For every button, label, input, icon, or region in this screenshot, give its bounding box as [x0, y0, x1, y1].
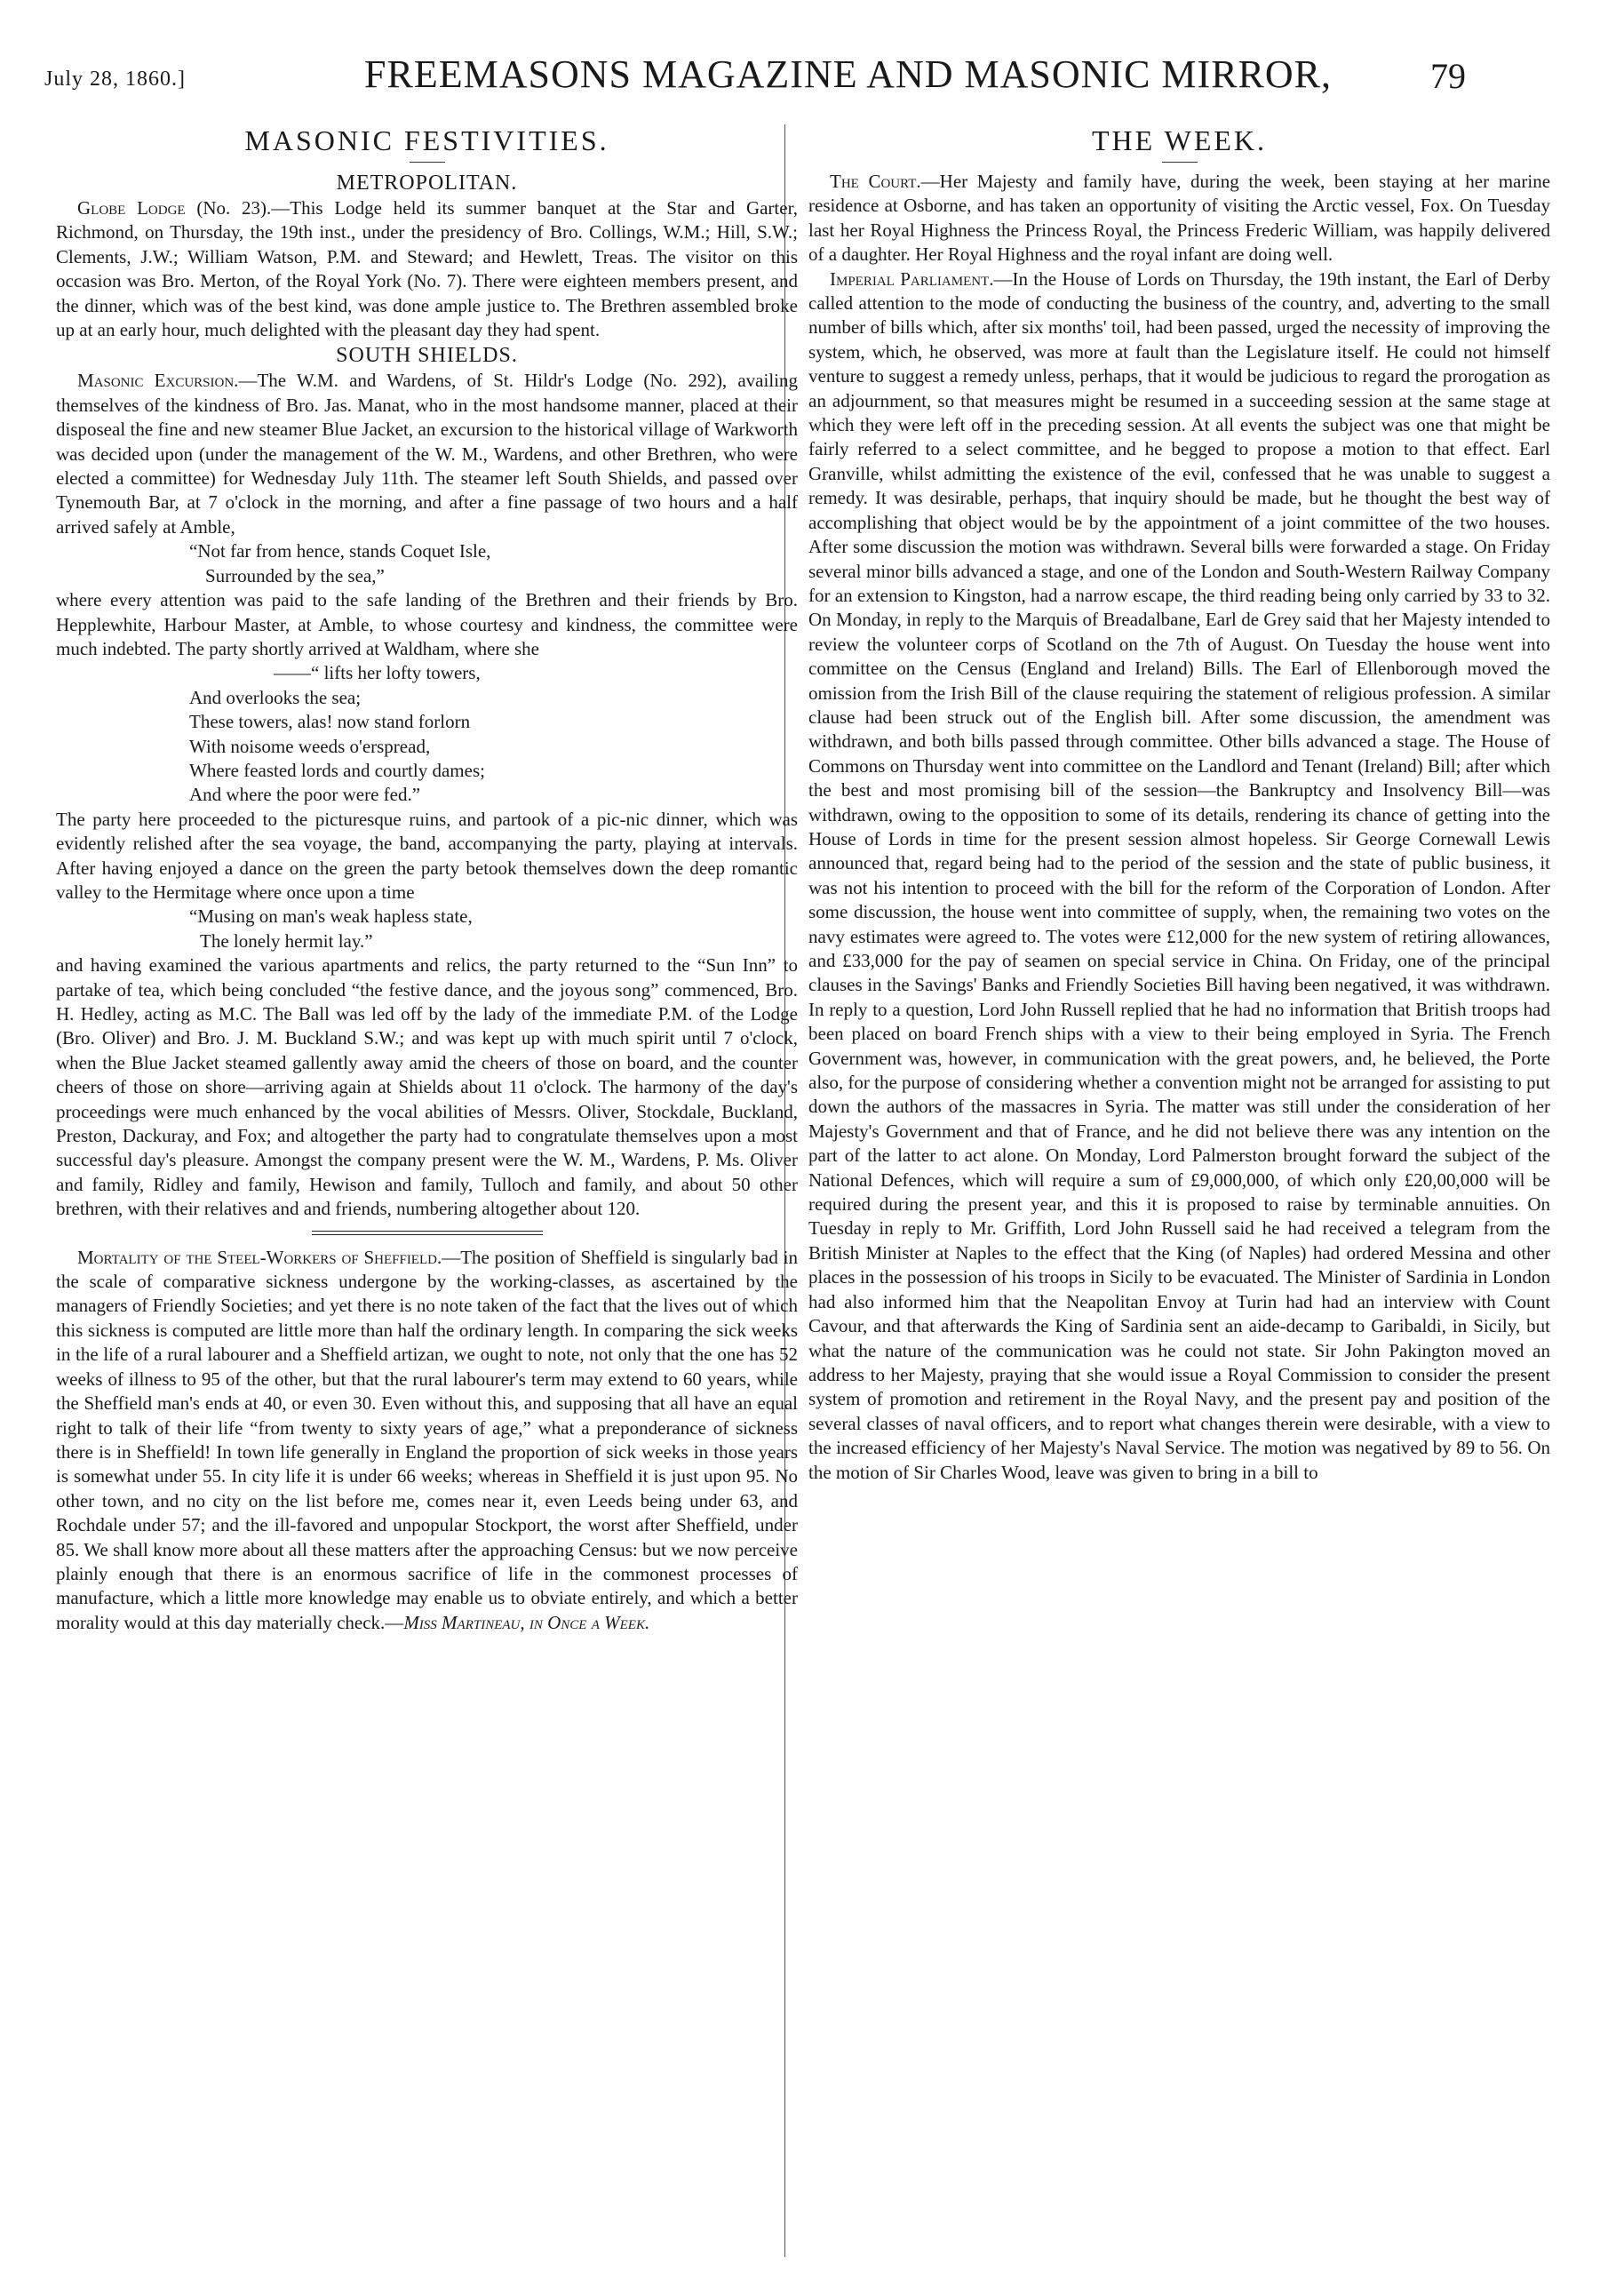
- article-body: —In the House of Lords on Thursday, the 19th instant, the Earl of Derby called attention to the mode of conducting the business of the country, and, adverting to the small number of bills which, after six months' toil, had been passed, urged the necessity of improving the system, which, he observed, was more at fault than the Legislature itself. He could not himself venture to suggest a remedy unless, perhaps, that it would be judicious to regard the prorogation as an adjournment, so that measures might be resumed in a succeeding session at the same stage at which they were left off in the preceding session. At all events the subject was one that might be fairly referred to a select committee, and he begged to propose a motion to that effect. Earl Granville, whilst admitting the existence of the evil, confessed that he was unable to suggest a remedy. It was desirable, perhaps, that inquiry should be made, but he thought the best way of accomplishing that object would be by the appointment of a joint committee of the two houses. After some discussion the motion was withdrawn. Several bills were forwarded a stage. On Friday several minor bills advanced a stage, and one of the London and South-Western Railway Company for an extension to Kingston, had a narrow escape, the third reading being only carried by 33 to 32. On Monday, in reply to the Marquis of Breadalbane, Earl de Grey said that her Majesty intended to review the volunteer corps of Scotland on the 7th of August. On Tuesday the house went into committee on the Census (England and Ireland) Bills. The Earl of Ellenborough moved the omission from the Irish Bill of the clause requiring the statement of religious profession. A similar clause had been struck out of the English bill. After some discussion, the amendment was withdrawn, and both bills passed through committee. Other bills advanced a stage. The House of Commons on Thursday went into committee on the Landlord and Tenant (Ireland) Bill; after which the best and most promising bill of the session—the Bankruptcy and Insolvency Bill—was withdrawn, owing to the opposition to some of its details, rendering its chance of getting into the House of Lords in time for the present session almost hopeless. Sir George Cornewall Lewis announced that, regard being had to the period of the session and the state of public business, it was not his intention to proceed with the bill for the reform of the Corporation of London. After some discussion, the house went into committee of supply, when, the remaining two votes on the navy estimates were agreed to. The votes were £12,000 for the new system of retiring allowances, and £33,000 for the pay of seamen on special service in China. On Friday, one of the principal clauses in the Savings' Banks and Friendly Societies Bill having been negatived, it was withdrawn. In reply to a question, Lord John Russell replied that he had no information that British troops had been placed on board French ships with a view to their being employed in Syria. The French Government was, however, in communication with the great powers, and, he believed, the Porte also, for the purpose of considering whether a convention might not be arranged for assisting to put down the authors of the massacres in Syria. The matter was still under the consideration of her Majesty's Government and that of France, and he did not believe there was any intention on the part of the latter to act alone. On Monday, Lord Palmerston brought forward the subject of the National Defences, which will require a sum of £9,000,000, of which only £20,00,000 will be required during the present year, and this it is proposed to raise by terminable annuities. On Tuesday in reply to Mr. Griffith, Lord John Russell said he had received a telegram from the British Minister at Naples to the effect that the King (of Naples) had ordered Messina and other places in the possession of his troops in Sicily to be evacuated. The Minister of Sardinia in London had also informed him that the Neapolitan Envoy at Turin had had an interview with Count Cavour, and that afterwards the King of Sardinia sent an aide-decamp to Garibaldi, in Sicily, but what the nature of the communication was he could not state. Sir John Pakington moved an address to her Majesty, praying that she would issue a Royal Commission to consider the present system of promotion and retirement in the Royal Navy, and the present pay and position of the several classes of naval officers, and to report what changes therein were desirable, with a view to the increased efficiency of her Majesty's Naval Service. The motion was negatived by 89 to 56. On the motion of Sir Charles Wood, leave was given to bring in a bill to: [808, 267, 1550, 1483]
- article-the-court: [808, 170, 1550, 267]
- subheading-metropolitan: METROPOLITAN.: [336, 171, 518, 195]
- quote-line: And where the poor were fed.”: [189, 784, 421, 806]
- section-title-masonic-festivities: MASONIC FESTIVITIES.: [244, 124, 609, 156]
- article-globe-lodge: [56, 196, 798, 342]
- article-body: —Her Majesty and family have, during the week, been staying at her marine residence at Osborne, and has taken an opportunity of visiting the Arctic vessel, Fox. On Tuesday last her Royal Highness the Princess Royal, the Princess Frederic William, was happily delivered of a daughter. Her Royal Highness and the royal infant are doing well.: [808, 171, 1551, 266]
- article-mortality: [56, 1246, 798, 1636]
- right-column: [808, 123, 1550, 1485]
- masthead-title: FREEMASONS MAGAZINE AND MASONIC MIRROR,: [364, 52, 1333, 96]
- quote-line: Where feasted lords and courtly dames;: [189, 759, 485, 781]
- article-lead: Globe Lodge: [77, 197, 186, 219]
- article-body: (No. 23).—This Lodge held its summer banquet at the Star and Garter, Richmond, on Thursday, the 19th inst., under the presidency of Bro. Collings, W.M.; Hill, S.W.; Clements, J.W.; William Watson, P.M. and Steward; and Hewlett, Treas. The visitor on this occasion was Bro. Merton, of the Royal York (No. 7). There were eighteen members present, and the dinner, which was of the best kind, was done ample justice to. The Brethren assembled broke up at an early hour, much delighted with the pleasant day they had spent.: [56, 197, 798, 341]
- quote-line: With noisome weeds o'erspread,: [189, 735, 431, 757]
- quote-line: The lonely hermit lay.”: [200, 929, 373, 952]
- quote-coquet-isle: [56, 539, 798, 588]
- article-lead: Masonic Excursion.: [77, 370, 239, 392]
- article-paragraph: and having examined the various apartments and relics, the party returned to the “Sun Inn” to partake of tea, which being concluded “the festive dance, and the joyous song” commenced, Bro. H. Hedley, acting as M.C. The Ball was led off by the lady of the immediate P.M. of the Lodge (Bro. Oliver) and Bro. J. M. Buckland S.W.; and was kept up with much spirit until 7 o'clock, when the Blue Jacket steamed gallently away amid the cheers of those on board, and the counter cheers of those on shore—arriving again at Shields about 11 o'clock. The harmony of the day's proceedings were much enhanced by the vocal abilities of Messrs. Oliver, Stockdale, Buckland, Preston, Dackuray, and Fox; and altogether the party had to congratulate themselves upon a most successful day's pleasure. Amongst the company present were the W. M., Wardens, P. Ms. Oliver and family, Ridley and family, Hewison and family, Tulloch and family, and about 50 other brethren, with their relatives and and friends, numbering altogether about 120.: [56, 954, 798, 1220]
- quote-lofty-towers: [56, 661, 798, 807]
- article-imperial-parliament: [808, 267, 1550, 1485]
- issue-date: July 28, 1860.]: [44, 68, 186, 91]
- quote-line: ——“ lifts her lofty towers,: [274, 662, 481, 684]
- section-title-the-week: THE WEEK.: [1091, 124, 1268, 156]
- left-column: [56, 123, 798, 1635]
- article-lead: The Court.: [830, 171, 921, 192]
- article-attribution: Miss Martineau, in Once a Week.: [403, 1611, 650, 1633]
- subheading-south-shields: SOUTH SHIELDS.: [336, 344, 518, 368]
- article-lead: Mortality of the Steel-Workers of Sheffield.: [77, 1246, 442, 1268]
- title-rule: [1162, 162, 1198, 163]
- quote-line: “Musing on man's weak hapless state,: [189, 905, 473, 928]
- article-body: —The W.M. and Wardens, of St. Hildr's Lodge (No. 292), availing themselves of the kindness of Bro. Jas. Manat, who in the most handsome manner, placed at their disposeal the fine and new steamer Blue Jacket, an excursion to the historical village of Warkworth was decided upon (under the management of the W. M., Wardens, and other Brethren, who were elected a committee) for Wednesday July 11th. The steamer left South Shields, and passed over Tynemouth Bar, at 7 o'clock in the morning, and after a fine passage of two hours and a half arrived safely at Amble,: [56, 370, 798, 538]
- quote-line: Surrounded by the sea,”: [205, 564, 385, 586]
- article-body: —The position of Sheffield is singularly bad in the scale of comparative sickness undergone by the working-classes, as ascertained by the managers of Friendly Societies; and yet there is no note taken of the fact that the lives out of which this sickness is computed are little more than half the ordinary length. In comparing the sick weeks in the life of a rural labourer and a Sheffield artizan, we ought to note, not only that the one has 52 weeks of illness to 95 of the other, but that the rural labourer's term may extend to 60 years, while the Sheffield man's ends at 40, or even 30. Even without this, and supposing that all have an equal right to talk of their life “from twenty to sixty years of age,” what a preponderance of sickness there is in Sheffield! In town life generally in England the proportion of sick weeks in those years is somewhat under 55. In city life it is under 66 weeks; whereas in Sheffield it is just upon 95. No other town, and no city on the list before me, comes near it, even Leeds being under 63, and Rochdale under 57; and the ill-favored and unpopular Stockport, the worst after Sheffield, under 85. We shall know more about all these matters after the approaching Census: but we now perceive plainly enough that there is an enormous sacrifice of life in the commonest processes of manufacture, which a little more knowledge may enable us to obviate entirely, and which a better morality would at this day materially check.—: [56, 1246, 798, 1633]
- article-paragraph: The party here proceeded to the picturesque ruins, and partook of a pic-nic dinner, which was evidently relished after the sea voyage, the band, accompanying the party, playing at intervals. After having enjoyed a dance on the green the party betook themselves down the deep romantic valley to the Hermitage where once upon a time: [56, 808, 798, 903]
- quote-line: These towers, alas! now stand forlorn: [189, 711, 471, 733]
- quote-line: And overlooks the sea;: [189, 686, 362, 708]
- article-lead: Imperial Parliament.: [830, 267, 994, 290]
- quote-hermit: [56, 905, 798, 953]
- article-masonic-excursion: [56, 369, 798, 539]
- quote-line: “Not far from hence, stands Coquet Isle,: [189, 540, 491, 562]
- page-number: 79: [1430, 56, 1466, 96]
- article-separator: [312, 1231, 543, 1235]
- page-header: [44, 52, 1466, 105]
- article-paragraph: where every attention was paid to the safe landing of the Brethren and their friends by Bro. Hepplewhite, Harbour Master, at Amble, to whose courtesy and kindness, the committee were much indebted. The party shortly arrived at Waldham, where she: [56, 589, 798, 659]
- title-rule: [410, 162, 445, 163]
